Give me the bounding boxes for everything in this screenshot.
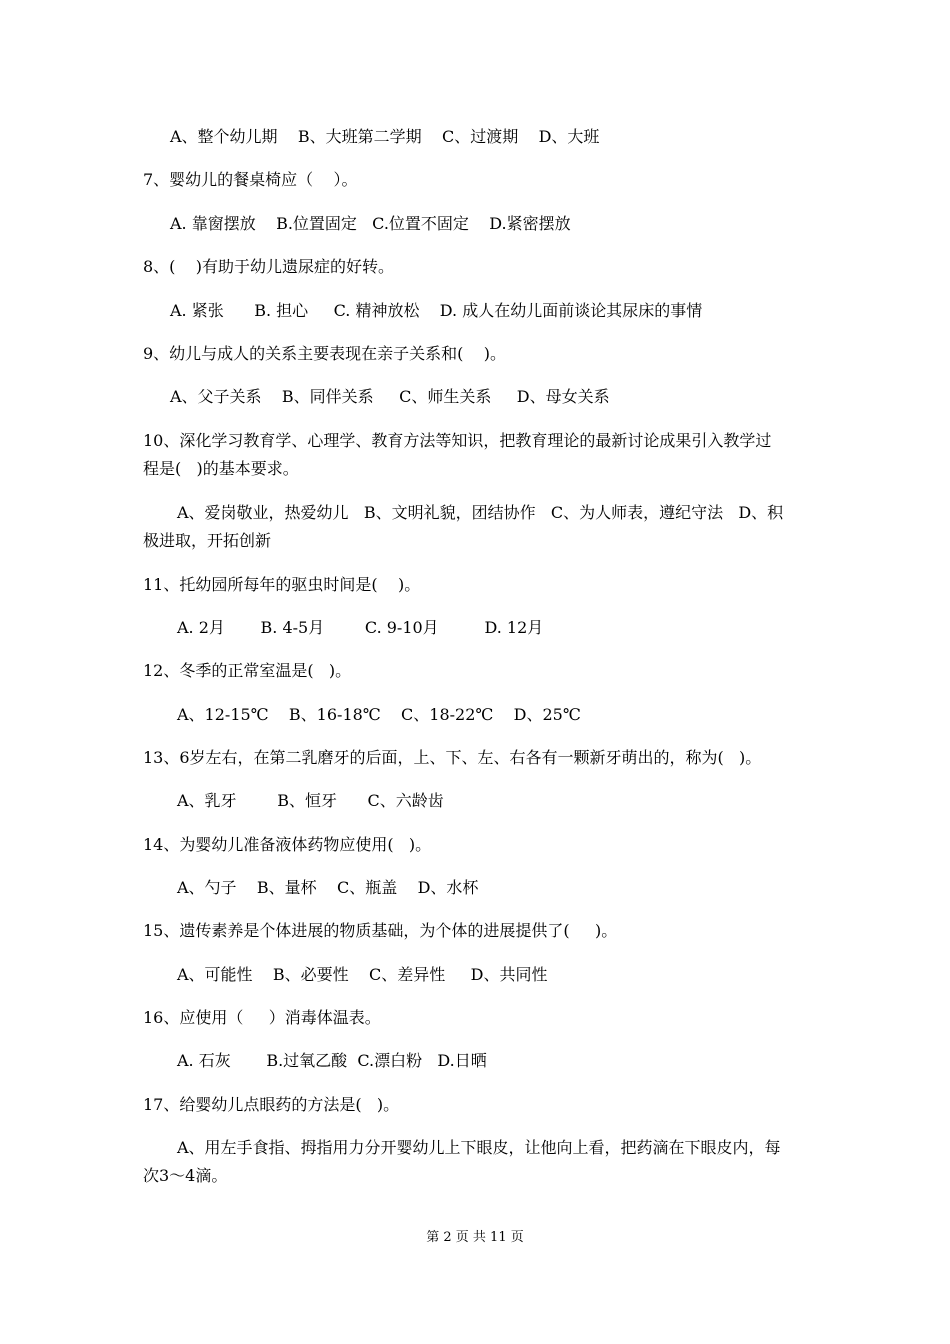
question-12: 12、冬季的正常室温是( )。 <box>143 661 352 680</box>
question-10-line1: 10、深化学习教育学、心理学、教育方法等知识，把教育理论的最新讨论成果引入教学过 <box>143 431 772 450</box>
question-16: 16、应使用（ ）消毒体温表。 <box>143 1008 381 1027</box>
page-number-footer: 第 2 页 共 11 页 <box>426 1230 524 1245</box>
question-11: 11、托幼园所每年的驱虫时间是( )。 <box>143 575 421 594</box>
q17-option-a-line1: A、用左手食指、拇指用力分开婴幼儿上下眼皮，让他向上看，把药滴在下眼皮内，每 <box>177 1138 781 1157</box>
question-14: 14、为婴幼儿准备液体药物应使用( )。 <box>143 835 432 854</box>
q12-options: A、12-15℃ B、16-18℃ C、18-22℃ D、25℃ <box>177 705 581 724</box>
q10-options-line1: A、爱岗敬业，热爱幼儿 B、文明礼貌，团结协作 C、为人师表，遵纪守法 D、积 <box>177 503 784 522</box>
q9-options: A、父子关系 B、同伴关系 C、师生关系 D、母女关系 <box>170 387 610 406</box>
question-7: 7、婴幼儿的餐桌椅应（ ）。 <box>143 170 358 189</box>
question-9: 9、幼儿与成人的关系主要表现在亲子关系和( )。 <box>143 344 507 363</box>
q14-options: A、勺子 B、量杯 C、瓶盖 D、水杯 <box>177 878 479 897</box>
q10-options-line2: 极进取，开拓创新 <box>143 531 272 550</box>
q16-options: A. 石灰 B.过氧乙酸 C.漂白粉 D.日晒 <box>177 1051 487 1070</box>
question-17: 17、给婴幼儿点眼药的方法是( )。 <box>143 1095 400 1114</box>
q15-options: A、可能性 B、必要性 C、差异性 D、共同性 <box>177 965 548 984</box>
q7-options: A. 靠窗摆放 B.位置固定 C.位置不固定 D.紧密摆放 <box>170 214 571 233</box>
question-8: 8、( )有助于幼儿遗尿症的好转。 <box>143 257 395 276</box>
q17-option-a-line2: 次3～4滴。 <box>143 1166 228 1185</box>
q6-options: A、整个幼儿期 B、大班第二学期 C、过渡期 D、大班 <box>170 127 600 146</box>
q13-options: A、乳牙 B、恒牙 C、六龄齿 <box>177 791 444 810</box>
question-15: 15、遗传素养是个体进展的物质基础，为个体的进展提供了( )。 <box>143 921 618 940</box>
q11-options: A. 2月 B. 4-5月 C. 9-10月 D. 12月 <box>177 618 544 637</box>
question-13: 13、6岁左右，在第二乳磨牙的后面，上、下、左、右各有一颗新牙萌出的，称为( )。 <box>143 748 762 767</box>
question-10-line2: 程是( )的基本要求。 <box>143 459 299 478</box>
q8-options: A. 紧张 B. 担心 C. 精神放松 D. 成人在幼儿面前谈论其尿床的事情 <box>170 301 703 320</box>
